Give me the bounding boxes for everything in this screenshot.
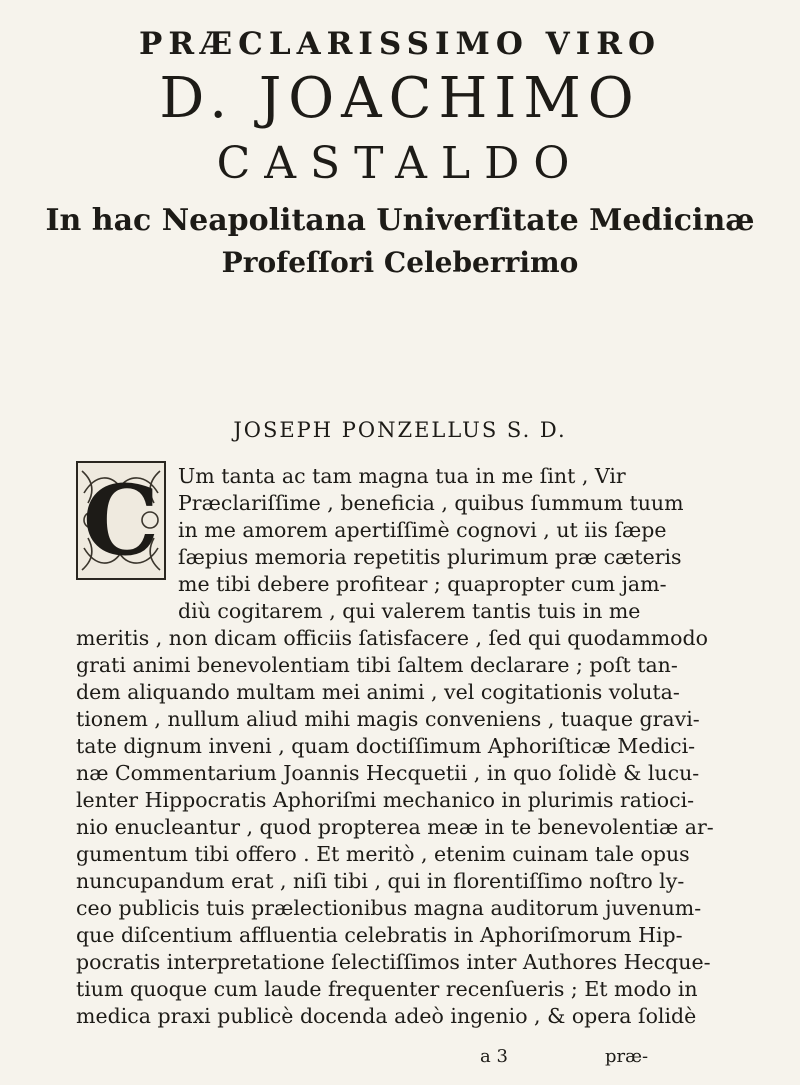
text-line: in me amorem apertiſſimè cognovi , ut iis ſæpe — [178, 518, 667, 542]
text-line: tium quoque cum laude frequenter recenſueris ; Et modo in — [76, 977, 698, 1001]
text-line: medica praxi publicè docenda adeò ingenio , & opera ſolidè — [76, 1004, 697, 1028]
text-line: dem aliquando multam mei animi , vel cogitationis voluta- — [76, 680, 680, 704]
salutation: JOSEPH PONZELLUS S. D. — [233, 418, 567, 442]
dedication-line-5: Profeſſori Celeberrimo — [221, 246, 579, 279]
decorated-initial — [76, 461, 166, 580]
text-line: Um tanta ac tam magna tua in me ſint , Vir — [178, 464, 626, 488]
signature-mark: a 3 — [480, 1046, 508, 1067]
text-line: meritis , non dicam officiis ſatisfacere , ſed qui quodammodo — [76, 626, 708, 650]
text-line: ſæpius memoria repetitis plurimum præ cæteris — [178, 545, 682, 569]
dedication-line-4: In hac Neapolitana Univerſitate Medicinæ — [45, 203, 755, 238]
catchword: præ- — [605, 1046, 649, 1067]
text-line: grati animi benevolentiam tibi ſaltem declarare ; poſt tan- — [76, 653, 678, 677]
dedicatee-name: D. JOACHIMO — [159, 66, 641, 131]
text-line: nuncupandum erat , niſi tibi , qui in florentiſſimo noſtro ly- — [76, 869, 685, 893]
text-line: næ Commentarium Joannis Hecquetii , in quo ſolidè & lucu- — [76, 761, 700, 785]
dedicatee-surname: CASTALDO — [216, 138, 584, 189]
text-line: ceo publicis tuis prælectionibus magna auditorum juvenum- — [76, 896, 702, 920]
text-line: tate dignum inveni , quam doctiſſimum Aphoriſticæ Medici- — [76, 734, 696, 758]
initial-letter: C — [82, 464, 160, 577]
text-line: gumentum tibi offero . Et meritò , etenim cuinam tale opus — [76, 842, 690, 866]
text-line: lenter Hippocratis Aphoriſmi mechanico in plurimis ratioci- — [76, 788, 695, 812]
text-line: diù cogitarem , qui valerem tantis tuis in me — [178, 599, 641, 623]
text-line: me tibi debere profitear ; quapropter cum jam- — [178, 572, 667, 596]
text-line: Præclariſſime , beneficia , quibus ſummum tuum — [178, 491, 684, 515]
dedication-line-1: PRÆCLARISSIMO VIRO — [139, 26, 661, 62]
text-line: nio enucleantur , quod propterea meæ in te benevolentiæ ar- — [76, 815, 714, 839]
text-line: que diſcentium affluentia celebratis in Aphoriſmorum Hip- — [76, 923, 683, 947]
text-line: pocratis interpretatione ſelectiſſimos inter Authores Hecque- — [76, 950, 711, 974]
text-line: tionem , nullum aliud mihi magis conveniens , tuaque gravi- — [76, 707, 700, 731]
